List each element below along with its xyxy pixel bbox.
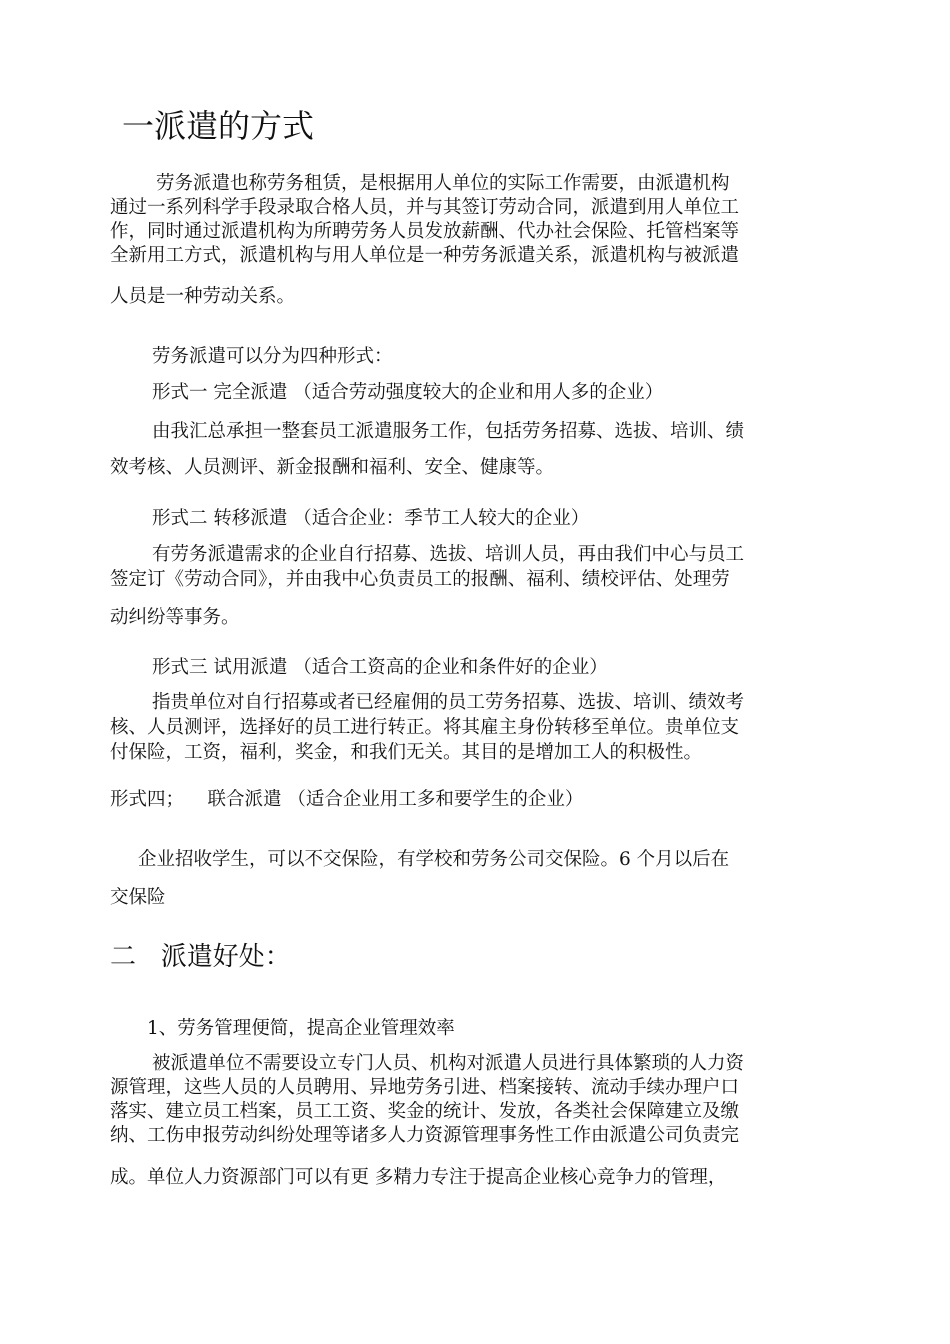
form3-line-3: 付保险，工资，福利，奖金，和我们无关。其目的是增加工人的积极性。	[110, 742, 703, 763]
form1-title: 形式一 完全派遣 （适合劳动强度较大的企业和用人多的企业）	[152, 382, 664, 403]
benefit1-line-4: 纳、工伤申报劳动纠纷处理等诸多人力资源管理事务性工作由派遣公司负责完	[110, 1125, 740, 1146]
benefit1-line-1: 被派遣单位不需要设立专门人员、机构对派遣人员进行具体繁琐的人力资	[152, 1053, 745, 1074]
intro-line-1: 劳务派遣也称劳务租赁，是根据用人单位的实际工作需要，由派遣机构	[156, 173, 730, 194]
forms-intro: 劳务派遣可以分为四种形式：	[152, 346, 393, 367]
form2-title: 形式二 转移派遣 （适合企业：季节工人较大的企业）	[152, 508, 590, 529]
section2-heading: 二 派遣好处：	[110, 942, 291, 972]
intro-line-4: 全新用工方式，派遣机构与用人单位是一种劳务派遣关系，派遣机构与被派遣	[110, 245, 740, 266]
section1-heading: 一派遣的方式	[122, 107, 315, 145]
form2-line-2: 签定订《劳动合同》，并由我中心负责员工的报酬、福利、绩校评估、处理劳	[110, 569, 730, 590]
form1-line-2: 效考核、人员测评、新金报酬和福利、安全、健康等。	[110, 457, 555, 478]
benefit1-title: 1、劳务管理便简，提高企业管理效率	[147, 1018, 455, 1039]
form2-line-1: 有劳务派遣需求的企业自行招募、选拔、培训人员，再由我们中心与员工	[152, 544, 745, 565]
intro-line-3: 作，同时通过派遣机构为所聘劳务人员发放薪酬、代办社会保险、托管档案等	[110, 221, 740, 242]
form4-line-1: 企业招收学生，可以不交保险，有学校和劳务公司交保险。6 个月以后在	[138, 849, 730, 870]
benefit1-line-2: 源管理，这些人员的人员聘用、异地劳务引进、档案接转、流动手续办理户口	[110, 1077, 740, 1098]
form2-line-3: 动纠纷等事务。	[110, 607, 240, 628]
form4-line-2: 交保险	[110, 887, 166, 908]
form3-line-2: 核、人员测评，选择好的员工进行转正。将其雇主身份转移至单位。贵单位支	[110, 717, 740, 738]
benefit1-line-3: 落实、建立员工档案，员工工资、奖金的统计、发放，各类社会保障建立及缴	[110, 1101, 740, 1122]
intro-line-5: 人员是一种劳动关系。	[110, 286, 296, 307]
form3-title: 形式三 试用派遣 （适合工资高的企业和条件好的企业）	[152, 657, 608, 678]
form1-line-1: 由我汇总承担一整套员工派遣服务工作，包括劳务招募、选拔、培训、绩	[152, 421, 745, 442]
form4-title: 形式四； 联合派遣 （适合企业用工多和要学生的企业）	[110, 789, 584, 810]
intro-line-2: 通过一系列科学手段录取合格人员，并与其签订劳动合同，派遣到用人单位工	[110, 197, 740, 218]
form3-line-1: 指贵单位对自行招募或者已经雇佣的员工劳务招募、选拔、培训、绩效考	[152, 692, 745, 713]
benefit1-line-5: 成。单位人力资源部门可以有更 多精力专注于提高企业核心竞争力的管理，	[110, 1167, 727, 1188]
